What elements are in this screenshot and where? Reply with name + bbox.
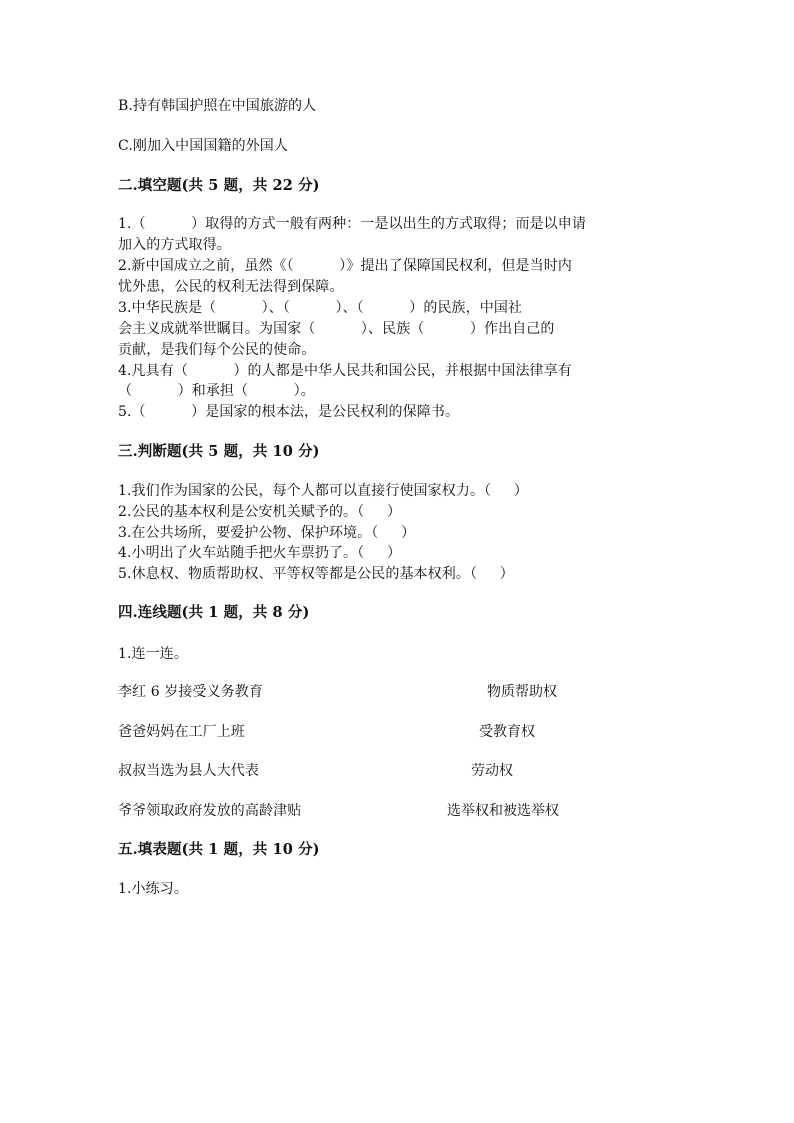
matching-prompt: 1.连一连。: [118, 646, 188, 662]
fill-line: 1.（ ）取得的方式一般有两种：一是以出生的方式取得；而是以申请: [118, 216, 586, 232]
matching-left-item: 爷爷领取政府发放的高龄津贴: [118, 803, 302, 819]
fill-line: 5.（ ）是国家的根本法，是公民权利的保障书。: [118, 404, 460, 420]
fill-line: （ ）和承担（ ）。: [118, 383, 315, 399]
fill-line: 贡献，是我们每个公民的使命。: [118, 342, 316, 358]
option-b: B.持有韩国护照在中国旅游的人: [118, 98, 317, 114]
section-2-heading: 二.填空题(共 5 题，共 22 分): [118, 177, 320, 194]
option-c: C.刚加入中国国籍的外国人: [118, 138, 288, 154]
fill-line: 3.中华民族是（ ）、（ ）、（ ）的民族，中国社: [118, 300, 523, 316]
judge-line: 3.在公共场所，要爱护公物、保护环境。（ ）: [118, 525, 416, 541]
matching-right-item: 物质帮助权: [487, 684, 557, 700]
judge-line: 4.小明出了火车站随手把火车票扔了。（ ）: [118, 545, 402, 561]
table-prompt: 1.小练习。: [118, 881, 188, 897]
judge-line: 1.我们作为国家的公民，每个人都可以直接行使国家权力。（ ）: [118, 483, 529, 499]
fill-line: 会主义成就举世瞩目。为国家（ ）、民族（ ）作出自己的: [118, 321, 555, 337]
section-5-heading: 五.填表题(共 1 题，共 10 分): [118, 841, 320, 858]
section-4-heading: 四.连线题(共 1 题，共 8 分): [118, 604, 310, 621]
fill-line: 4.凡具有（ ）的人都是中华人民共和国公民，并根据中国法律享有: [118, 363, 572, 379]
fill-line: 加入的方式取得。: [118, 237, 231, 253]
matching-left-item: 爸爸妈妈在工厂上班: [118, 724, 245, 740]
matching-left-item: 李红 6 岁接受义务教育: [118, 684, 264, 700]
fill-line: 忧外患，公民的权利无法得到保障。: [118, 279, 344, 295]
matching-right-item: 劳动权: [471, 763, 513, 779]
judge-line: 5.休息权、物质帮助权、平等权等都是公民的基本权利。（ ）: [118, 566, 514, 582]
matching-left-item: 叔叔当选为县人大代表: [118, 763, 259, 779]
matching-right-item: 受教育权: [479, 724, 535, 740]
matching-right-item: 选举权和被选举权: [447, 803, 559, 819]
judge-line: 2.公民的基本权利是公安机关赋予的。（ ）: [118, 504, 402, 520]
fill-line: 2.新中国成立之前，虽然《（ ）》提出了保障国民权利，但是当时内: [118, 258, 572, 274]
section-3-heading: 三.判断题(共 5 题，共 10 分): [118, 443, 320, 460]
